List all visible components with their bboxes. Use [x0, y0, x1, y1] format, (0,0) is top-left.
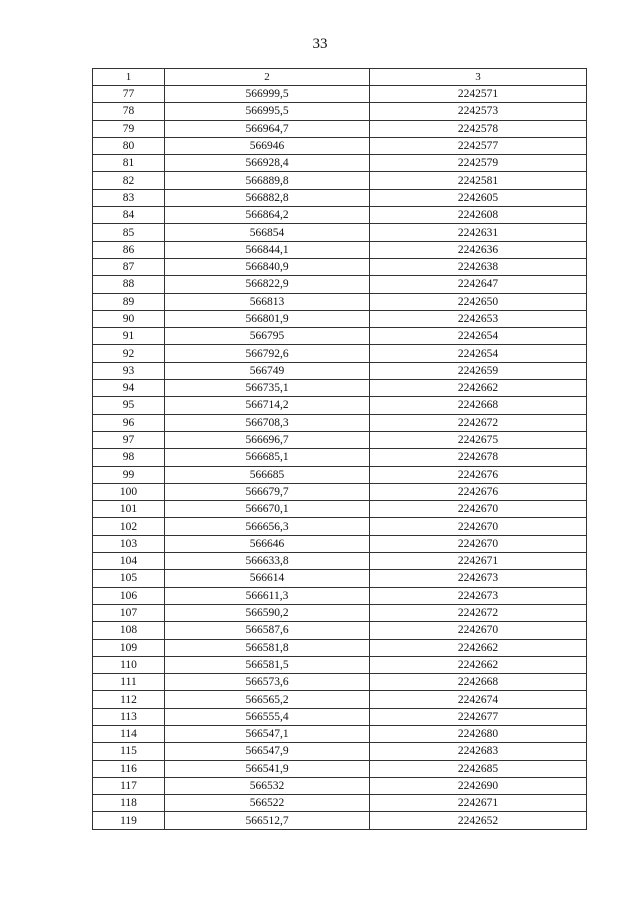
- table-row: [93, 120, 587, 137]
- table-row: [93, 743, 587, 760]
- x-coordinate-cell: 566547,1: [165, 725, 370, 742]
- x-coordinate-cell: 566656,3: [165, 518, 370, 535]
- y-coordinate-cell: 2242668: [370, 674, 587, 691]
- table-row: [93, 362, 587, 379]
- point-number-cell: 83: [93, 189, 165, 206]
- y-coordinate-cell: 2242670: [370, 518, 587, 535]
- y-coordinate-cell: 2242678: [370, 449, 587, 466]
- y-coordinate-cell: 2242677: [370, 708, 587, 725]
- x-coordinate-cell: 566854: [165, 224, 370, 241]
- point-number-cell: 100: [93, 483, 165, 500]
- y-coordinate-cell: 2242671: [370, 795, 587, 812]
- table-row: [93, 518, 587, 535]
- y-coordinate-cell: 2242654: [370, 328, 587, 345]
- x-coordinate-cell: 566685,1: [165, 449, 370, 466]
- x-coordinate-cell: 566696,7: [165, 431, 370, 448]
- table-row: [93, 397, 587, 414]
- point-number-cell: 119: [93, 812, 165, 829]
- y-coordinate-cell: 2242670: [370, 535, 587, 552]
- x-coordinate-cell: 566844,1: [165, 241, 370, 258]
- point-number-cell: 91: [93, 328, 165, 345]
- x-coordinate-cell: 566735,1: [165, 380, 370, 397]
- table-row: [93, 570, 587, 587]
- point-number-cell: 118: [93, 795, 165, 812]
- x-coordinate-cell: 566611,3: [165, 587, 370, 604]
- table-row: [93, 639, 587, 656]
- x-coordinate-cell: 566565,2: [165, 691, 370, 708]
- point-number-cell: 95: [93, 397, 165, 414]
- table-row: [93, 501, 587, 518]
- table-row: [93, 431, 587, 448]
- table-row: [93, 207, 587, 224]
- x-coordinate-cell: 566792,6: [165, 345, 370, 362]
- point-number-cell: 114: [93, 725, 165, 742]
- point-number-cell: 84: [93, 207, 165, 224]
- x-coordinate-cell: 566614: [165, 570, 370, 587]
- y-coordinate-cell: 2242578: [370, 120, 587, 137]
- table-row: [93, 656, 587, 673]
- x-coordinate-cell: 566714,2: [165, 397, 370, 414]
- x-coordinate-cell: 566646: [165, 535, 370, 552]
- y-coordinate-cell: 2242683: [370, 743, 587, 760]
- point-number-cell: 102: [93, 518, 165, 535]
- point-number-cell: 82: [93, 172, 165, 189]
- point-number-cell: 94: [93, 380, 165, 397]
- column-header-1: 1: [93, 69, 165, 86]
- point-number-cell: 104: [93, 553, 165, 570]
- y-coordinate-cell: 2242676: [370, 483, 587, 500]
- point-number-cell: 115: [93, 743, 165, 760]
- y-coordinate-cell: 2242673: [370, 570, 587, 587]
- x-coordinate-cell: 566889,8: [165, 172, 370, 189]
- coordinates-table: [92, 68, 587, 830]
- point-number-cell: 103: [93, 535, 165, 552]
- x-coordinate-cell: 566679,7: [165, 483, 370, 500]
- table-row: [93, 258, 587, 275]
- y-coordinate-cell: 2242673: [370, 587, 587, 604]
- y-coordinate-cell: 2242577: [370, 137, 587, 154]
- table-row: [93, 414, 587, 431]
- y-coordinate-cell: 2242674: [370, 691, 587, 708]
- x-coordinate-cell: 566555,4: [165, 708, 370, 725]
- y-coordinate-cell: 2242650: [370, 293, 587, 310]
- x-coordinate-cell: 566541,9: [165, 760, 370, 777]
- table-row: [93, 103, 587, 120]
- x-coordinate-cell: 566522: [165, 795, 370, 812]
- x-coordinate-cell: 566532: [165, 777, 370, 794]
- point-number-cell: 81: [93, 155, 165, 172]
- y-coordinate-cell: 2242671: [370, 553, 587, 570]
- x-coordinate-cell: 566587,6: [165, 622, 370, 639]
- x-coordinate-cell: 566995,5: [165, 103, 370, 120]
- table-row: [93, 708, 587, 725]
- y-coordinate-cell: 2242653: [370, 310, 587, 327]
- x-coordinate-cell: 566590,2: [165, 604, 370, 621]
- point-number-cell: 93: [93, 362, 165, 379]
- x-coordinate-cell: 566708,3: [165, 414, 370, 431]
- y-coordinate-cell: 2242581: [370, 172, 587, 189]
- point-number-cell: 99: [93, 466, 165, 483]
- y-coordinate-cell: 2242605: [370, 189, 587, 206]
- y-coordinate-cell: 2242636: [370, 241, 587, 258]
- point-number-cell: 92: [93, 345, 165, 362]
- table-row: [93, 189, 587, 206]
- x-coordinate-cell: 566749: [165, 362, 370, 379]
- table-row: [93, 795, 587, 812]
- table-row: [93, 293, 587, 310]
- table-row: [93, 483, 587, 500]
- point-number-cell: 98: [93, 449, 165, 466]
- y-coordinate-cell: 2242675: [370, 431, 587, 448]
- column-header-2: 2: [165, 69, 370, 86]
- y-coordinate-cell: 2242668: [370, 397, 587, 414]
- point-number-cell: 79: [93, 120, 165, 137]
- table-row: [93, 553, 587, 570]
- page-number: 33: [312, 36, 328, 52]
- point-number-cell: 80: [93, 137, 165, 154]
- x-coordinate-cell: 566795: [165, 328, 370, 345]
- x-coordinate-cell: 566840,9: [165, 258, 370, 275]
- x-coordinate-cell: 566864,2: [165, 207, 370, 224]
- x-coordinate-cell: 566547,9: [165, 743, 370, 760]
- point-number-cell: 96: [93, 414, 165, 431]
- x-coordinate-cell: 566928,4: [165, 155, 370, 172]
- x-coordinate-cell: 566882,8: [165, 189, 370, 206]
- point-number-cell: 101: [93, 501, 165, 518]
- y-coordinate-cell: 2242672: [370, 414, 587, 431]
- y-coordinate-cell: 2242631: [370, 224, 587, 241]
- point-number-cell: 87: [93, 258, 165, 275]
- point-number-cell: 108: [93, 622, 165, 639]
- y-coordinate-cell: 2242573: [370, 103, 587, 120]
- table-row: [93, 725, 587, 742]
- column-header-3: 3: [370, 69, 587, 86]
- y-coordinate-cell: 2242670: [370, 501, 587, 518]
- x-coordinate-cell: 566512,7: [165, 812, 370, 829]
- point-number-cell: 117: [93, 777, 165, 794]
- x-coordinate-cell: 566813: [165, 293, 370, 310]
- x-coordinate-cell: 566685: [165, 466, 370, 483]
- y-coordinate-cell: 2242662: [370, 639, 587, 656]
- point-number-cell: 78: [93, 103, 165, 120]
- table-row: [93, 224, 587, 241]
- table-row: [93, 674, 587, 691]
- x-coordinate-cell: 566573,6: [165, 674, 370, 691]
- y-coordinate-cell: 2242608: [370, 207, 587, 224]
- point-number-cell: 77: [93, 86, 165, 103]
- y-coordinate-cell: 2242690: [370, 777, 587, 794]
- point-number-cell: 112: [93, 691, 165, 708]
- y-coordinate-cell: 2242647: [370, 276, 587, 293]
- table-row: [93, 449, 587, 466]
- point-number-cell: 107: [93, 604, 165, 621]
- table-row: [93, 328, 587, 345]
- point-number-cell: 86: [93, 241, 165, 258]
- y-coordinate-cell: 2242680: [370, 725, 587, 742]
- point-number-cell: 111: [93, 674, 165, 691]
- y-coordinate-cell: 2242638: [370, 258, 587, 275]
- table-row: [93, 466, 587, 483]
- point-number-cell: 110: [93, 656, 165, 673]
- point-number-cell: 116: [93, 760, 165, 777]
- y-coordinate-cell: 2242670: [370, 622, 587, 639]
- table-row: [93, 812, 587, 829]
- table-row: [93, 535, 587, 552]
- x-coordinate-cell: 566581,8: [165, 639, 370, 656]
- y-coordinate-cell: 2242662: [370, 380, 587, 397]
- y-coordinate-cell: 2242676: [370, 466, 587, 483]
- y-coordinate-cell: 2242672: [370, 604, 587, 621]
- x-coordinate-cell: 566999,5: [165, 86, 370, 103]
- table-row: [93, 587, 587, 604]
- point-number-cell: 90: [93, 310, 165, 327]
- table-row: [93, 622, 587, 639]
- x-coordinate-cell: 566801,9: [165, 310, 370, 327]
- table-row: [93, 760, 587, 777]
- table-row: [93, 380, 587, 397]
- x-coordinate-cell: 566822,9: [165, 276, 370, 293]
- table-row: [93, 155, 587, 172]
- point-number-cell: 97: [93, 431, 165, 448]
- point-number-cell: 113: [93, 708, 165, 725]
- table-row: [93, 137, 587, 154]
- table-row: [93, 604, 587, 621]
- x-coordinate-cell: 566633,8: [165, 553, 370, 570]
- table-row: [93, 86, 587, 103]
- x-coordinate-cell: 566946: [165, 137, 370, 154]
- table-body: [93, 86, 587, 830]
- x-coordinate-cell: 566581,5: [165, 656, 370, 673]
- table-row: [93, 777, 587, 794]
- table-row: [93, 310, 587, 327]
- table-row: [93, 172, 587, 189]
- point-number-cell: 85: [93, 224, 165, 241]
- point-number-cell: 105: [93, 570, 165, 587]
- y-coordinate-cell: 2242659: [370, 362, 587, 379]
- y-coordinate-cell: 2242662: [370, 656, 587, 673]
- x-coordinate-cell: 566964,7: [165, 120, 370, 137]
- point-number-cell: 106: [93, 587, 165, 604]
- table-row: [93, 241, 587, 258]
- x-coordinate-cell: 566670,1: [165, 501, 370, 518]
- point-number-cell: 89: [93, 293, 165, 310]
- y-coordinate-cell: 2242571: [370, 86, 587, 103]
- table-row: [93, 276, 587, 293]
- point-number-cell: 88: [93, 276, 165, 293]
- table-header-row: [93, 69, 587, 86]
- y-coordinate-cell: 2242654: [370, 345, 587, 362]
- table-row: [93, 345, 587, 362]
- point-number-cell: 109: [93, 639, 165, 656]
- table-row: [93, 691, 587, 708]
- y-coordinate-cell: 2242579: [370, 155, 587, 172]
- y-coordinate-cell: 2242652: [370, 812, 587, 829]
- y-coordinate-cell: 2242685: [370, 760, 587, 777]
